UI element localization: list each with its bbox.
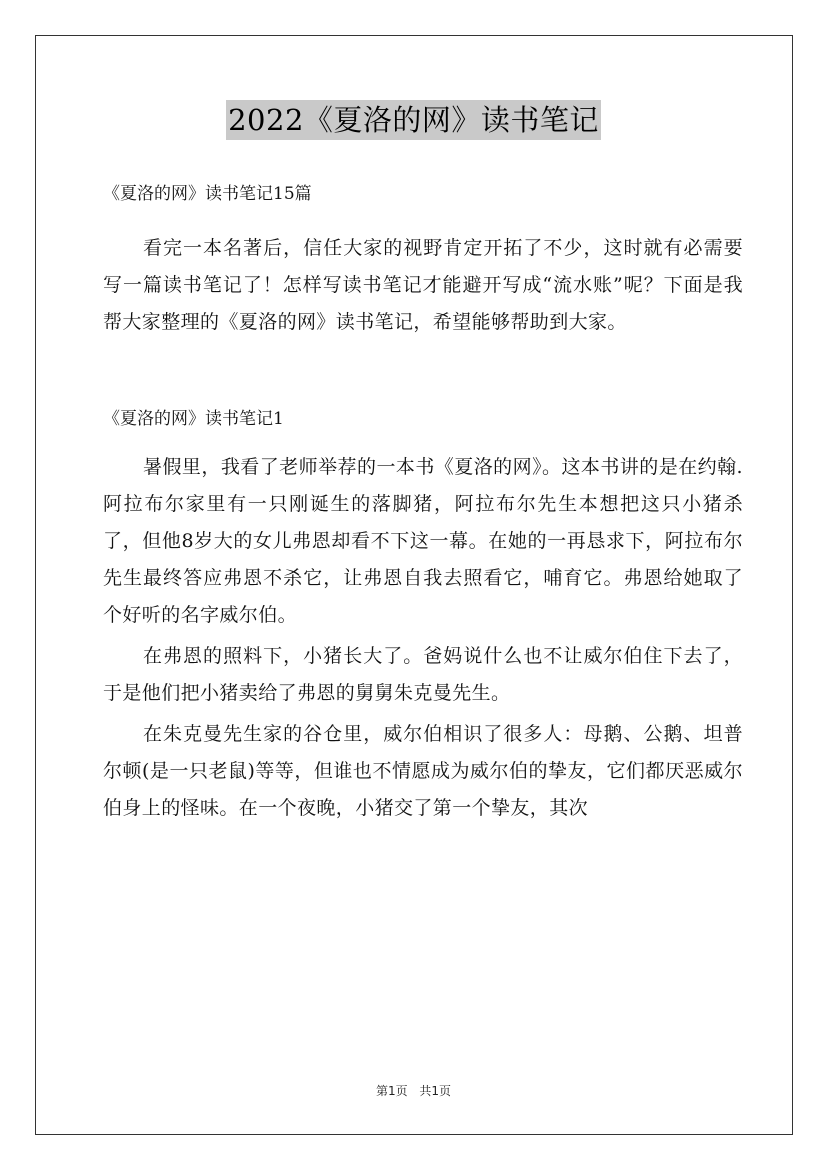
spacer: [103, 345, 743, 397]
page-total: 共1页: [419, 1084, 452, 1098]
body-paragraph: 暑假里，我看了老师举荐的一本书《夏洛的网》。这本书讲的是在约翰.阿拉布尔家里有一只刚诞生的落脚猪，阿拉布尔先生本想把这只小猪杀了，但他8岁大的女儿弗恩却看不下这一幕。在她的一再恳求下，阿拉布尔先生最终答应弗恩不杀它，让弗恩自我去照看它，哺育它。弗恩给她取了个好听的名字威尔伯。: [103, 456, 743, 626]
intro-paragraph: 看完一本名著后，信任大家的视野肯定开拓了不少，这时就有必需要写一篇读书笔记了！怎样写读书笔记才能避开写成“流水账”呢？下面是我帮大家整理的《夏洛的网》读书笔记，希望能够帮助到大家。: [103, 237, 743, 333]
spacer: [103, 216, 743, 230]
body-paragraph: 在弗恩的照料下，小猪长大了。爸妈说什么也不让威尔伯住下去了，于是他们把小猪卖给了弗恩的舅舅朱克曼先生。: [103, 645, 743, 704]
section-heading: 《夏洛的网》读书笔记1: [103, 409, 284, 429]
title-container: [0, 100, 827, 140]
spacer: [103, 441, 743, 449]
document-subtitle: 《夏洛的网》读书笔记15篇: [103, 184, 312, 204]
document-body: [103, 172, 743, 831]
page-footer: [0, 1082, 827, 1099]
body-paragraph: 在朱克曼先生家的谷仓里，威尔伯相识了很多人：母鹅、公鹅、坦普尔顿(是一只老鼠)等等，但谁也不情愿成为威尔伯的挚友，它们都厌恶威尔伯身上的怪味。在一个夜晚，小猪交了第一个挚友，其次: [103, 723, 743, 819]
document-title: 2022《夏洛的网》读书笔记: [226, 100, 601, 140]
page-number: 第1页: [375, 1084, 408, 1098]
